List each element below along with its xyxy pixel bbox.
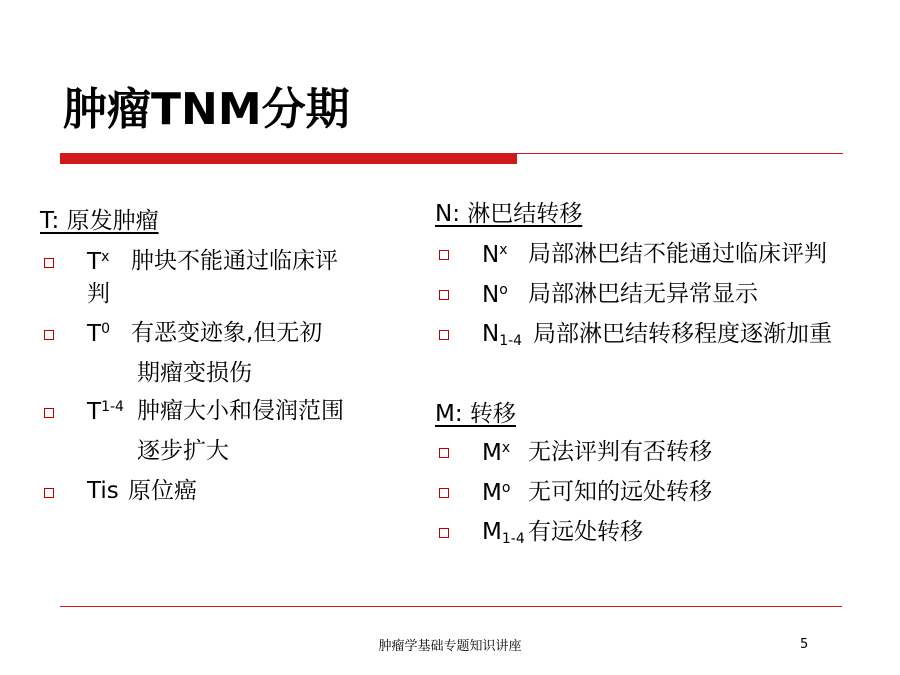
title-underline-rule	[517, 153, 843, 154]
t-item-3-line1: 肿瘤大小和侵润范围	[137, 398, 344, 424]
t-item-1-code: $T^x$	[87, 249, 110, 275]
bullet-icon	[439, 290, 449, 300]
title-underline-bar	[60, 153, 517, 164]
t-item-4-code: Tis	[87, 478, 119, 504]
m-item-1-code: $M^x$	[482, 440, 511, 466]
t-item-1-line2: 判	[87, 281, 110, 307]
n-item-3-text: 局部淋巴结转移程度逐渐加重	[533, 321, 832, 347]
m-heading: M: 转移	[435, 401, 516, 427]
bullet-icon	[439, 330, 449, 340]
t-item-2-code: $T^0$	[87, 321, 110, 347]
n-item-3-code: $N_{1-4}$	[482, 321, 523, 349]
m-item-2-text: 无可知的远处转移	[528, 479, 712, 505]
bullet-icon	[44, 488, 54, 498]
page-number: 5	[800, 637, 809, 652]
bullet-icon	[44, 258, 54, 268]
slide-title: 肿瘤TNM分期	[63, 84, 350, 135]
t-item-2-line2: 期瘤变损伤	[137, 360, 252, 386]
n-item-1-text: 局部淋巴结不能通过临床评判	[528, 241, 827, 267]
n-item-2-code: $N^o$	[482, 282, 508, 308]
t-item-3-code: $T^{1-4}$	[87, 399, 124, 425]
bullet-icon	[439, 488, 449, 498]
footer-rule	[60, 606, 842, 607]
m-item-3-text: 有远处转移	[528, 519, 643, 545]
t-item-3-line2: 逐步扩大	[137, 438, 229, 464]
bullet-icon	[439, 528, 449, 538]
n-item-2-text: 局部淋巴结无异常显示	[528, 281, 758, 307]
t-item-2-line1: 有恶变迹象,但无初	[131, 320, 323, 346]
bullet-icon	[44, 408, 54, 418]
t-item-1-line1: 肿块不能通过临床评	[131, 248, 338, 274]
m-item-3-code: $M_{1-4}$	[482, 519, 525, 547]
bullet-icon	[439, 250, 449, 260]
m-item-1-text: 无法评判有否转移	[528, 439, 712, 465]
n-heading: N: 淋巴结转移	[435, 201, 583, 227]
bullet-icon	[44, 330, 54, 340]
footer-caption: 肿瘤学基础专题知识讲座	[378, 639, 522, 654]
t-item-4-line1: 原位癌	[128, 478, 197, 504]
n-item-1-code: $N^x$	[482, 242, 508, 268]
m-item-2-code: $M^o$	[482, 480, 511, 506]
bullet-icon	[439, 448, 449, 458]
t-heading: T: 原发肿瘤	[40, 208, 159, 234]
